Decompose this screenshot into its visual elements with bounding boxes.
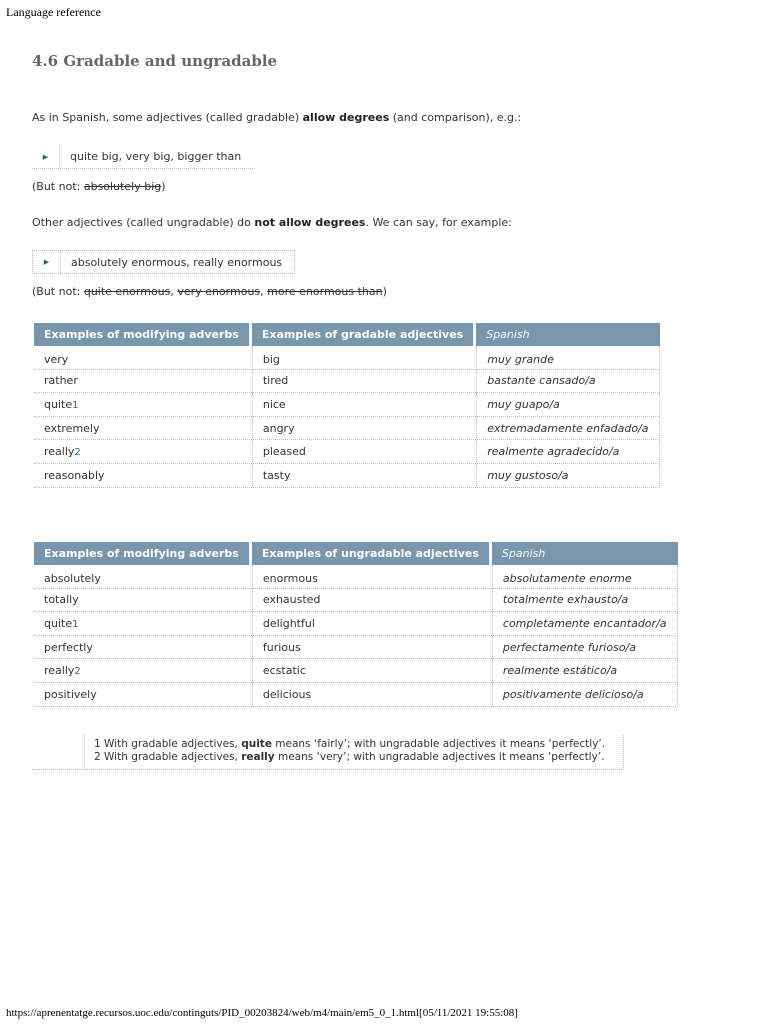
table-row	[34, 464, 660, 488]
table-row	[34, 589, 678, 613]
adverb-cell: reasonably	[34, 464, 252, 488]
header-spanish: Spanish	[492, 542, 678, 565]
example-text: absolutely enormous, really enormous	[60, 251, 294, 273]
intro-paragraph	[32, 111, 521, 124]
adjective-cell: ecstatic	[252, 659, 492, 683]
adverb-cell: extremely	[34, 417, 252, 441]
adverb-cell: quite1	[34, 393, 252, 417]
adjective-cell: pleased	[252, 440, 476, 464]
spanish-cell: perfectamente furioso/a	[492, 636, 678, 660]
adjective-cell: furious	[252, 636, 492, 660]
but-not-gradable	[32, 180, 166, 193]
spanish-cell: extremadamente enfadado/a	[476, 417, 659, 441]
intro-bold: allow degrees	[302, 111, 390, 124]
adverb-cell: totally	[34, 589, 252, 613]
other-bold: not allow degrees	[254, 216, 366, 229]
table-row	[34, 417, 660, 441]
separator: ,	[170, 285, 178, 298]
but-not-prefix: (But not:	[32, 285, 84, 298]
print-footer-url: https://aprenentatge.recursos.uoc.edu/continguts/PID_00203824/web/m4/main/em5_0_1.html[05/11/2021 19:55:08]	[6, 1007, 518, 1019]
adjective-cell: exhausted	[252, 589, 492, 613]
footnote-1: 1 With gradable adjectives, quite means ‘fairly’; with ungradable adjectives it means ‘perfectly’.	[94, 738, 606, 750]
ungradable-table	[34, 542, 678, 707]
adverb-cell: positively	[34, 683, 252, 707]
adjective-cell: nice	[252, 393, 476, 417]
separator: ,	[260, 285, 268, 298]
but-not-prefix: (But not:	[32, 180, 84, 193]
example-text: quite big, very big, bigger than	[59, 145, 253, 168]
spanish-cell: absolutamente enorme	[492, 565, 678, 589]
example-box-gradable	[32, 145, 253, 169]
footnote-link[interactable]: 1	[72, 399, 79, 411]
spanish-cell: positivamente delicioso/a	[492, 683, 678, 707]
table-row	[34, 683, 678, 707]
header-adverbs: Examples of modifying adverbs	[34, 323, 252, 346]
footnote-2: 2 With gradable adjectives, really means ‘very’; with ungradable adjectives it means ‘perfectly’.	[94, 750, 605, 763]
print-header: Language reference	[6, 5, 101, 19]
header-adverbs: Examples of modifying adverbs	[34, 542, 252, 565]
table-row	[34, 659, 678, 683]
but-not-ungradable	[32, 285, 387, 298]
table-header-row	[34, 542, 678, 565]
table-row	[34, 612, 678, 636]
example-box-ungradable	[32, 250, 295, 274]
adjective-cell: tired	[252, 370, 476, 394]
adjective-cell: enormous	[252, 565, 492, 589]
footnote-link[interactable]: 1	[72, 618, 79, 630]
struck-example: more enormous than	[267, 285, 383, 298]
spanish-cell: muy guapo/a	[476, 393, 659, 417]
table-row	[34, 346, 660, 370]
struck-example: quite enormous	[83, 285, 171, 298]
footnotes-box	[32, 735, 624, 770]
adverb-cell: absolutely	[34, 565, 252, 589]
bullet-arrow-icon: ▶	[42, 152, 49, 161]
struck-example: absolutely big	[83, 180, 162, 193]
intro-text: As in Spanish, some adjectives (called gradable)	[32, 111, 303, 124]
spanish-cell: realmente estático/a	[492, 659, 678, 683]
spanish-cell: realmente agradecido/a	[476, 440, 659, 464]
page-title: 4.6 Gradable and ungradable	[32, 52, 278, 70]
header-spanish: Spanish	[476, 323, 659, 346]
but-not-suffix: )	[382, 285, 387, 298]
but-not-suffix: )	[161, 180, 166, 193]
table-row	[34, 565, 678, 589]
adjective-cell: tasty	[252, 464, 476, 488]
table-row	[34, 636, 678, 660]
ungradable-paragraph	[32, 216, 512, 229]
adjective-cell: delicious	[252, 683, 492, 707]
spanish-cell: muy gustoso/a	[476, 464, 659, 488]
table-row	[34, 370, 660, 394]
adjective-cell: delightful	[252, 612, 492, 636]
header-adjectives: Examples of ungradable adjectives	[252, 542, 492, 565]
adverb-cell: very	[34, 346, 252, 370]
table-header-row	[34, 323, 660, 346]
other-text-end: . We can say, for example:	[365, 216, 512, 229]
footnotes-content	[84, 735, 624, 770]
footnote-link[interactable]: 2	[74, 447, 81, 459]
header-adjectives: Examples of gradable adjectives	[252, 323, 476, 346]
struck-example: very enormous	[177, 285, 261, 298]
adverb-cell: quite1	[34, 612, 252, 636]
table-row	[34, 393, 660, 417]
adverb-cell: rather	[34, 370, 252, 394]
spanish-cell: bastante cansado/a	[476, 370, 659, 394]
adverb-cell: perfectly	[34, 636, 252, 660]
bullet-arrow-icon: ▶	[43, 258, 50, 266]
spanish-cell: totalmente exhausto/a	[492, 589, 678, 613]
spanish-cell: completamente encantador/a	[492, 612, 678, 636]
intro-text-end: (and comparison), e.g.:	[389, 111, 522, 124]
spanish-cell: muy grande	[476, 346, 659, 370]
adjective-cell: big	[252, 346, 476, 370]
table-row	[34, 440, 660, 464]
adverb-cell: really2	[34, 440, 252, 464]
other-text: Other adjectives (called ungradable) do	[32, 216, 255, 229]
adverb-cell: really2	[34, 659, 252, 683]
gradable-table	[34, 323, 660, 488]
footnote-link[interactable]: 2	[74, 666, 81, 678]
adjective-cell: angry	[252, 417, 476, 441]
